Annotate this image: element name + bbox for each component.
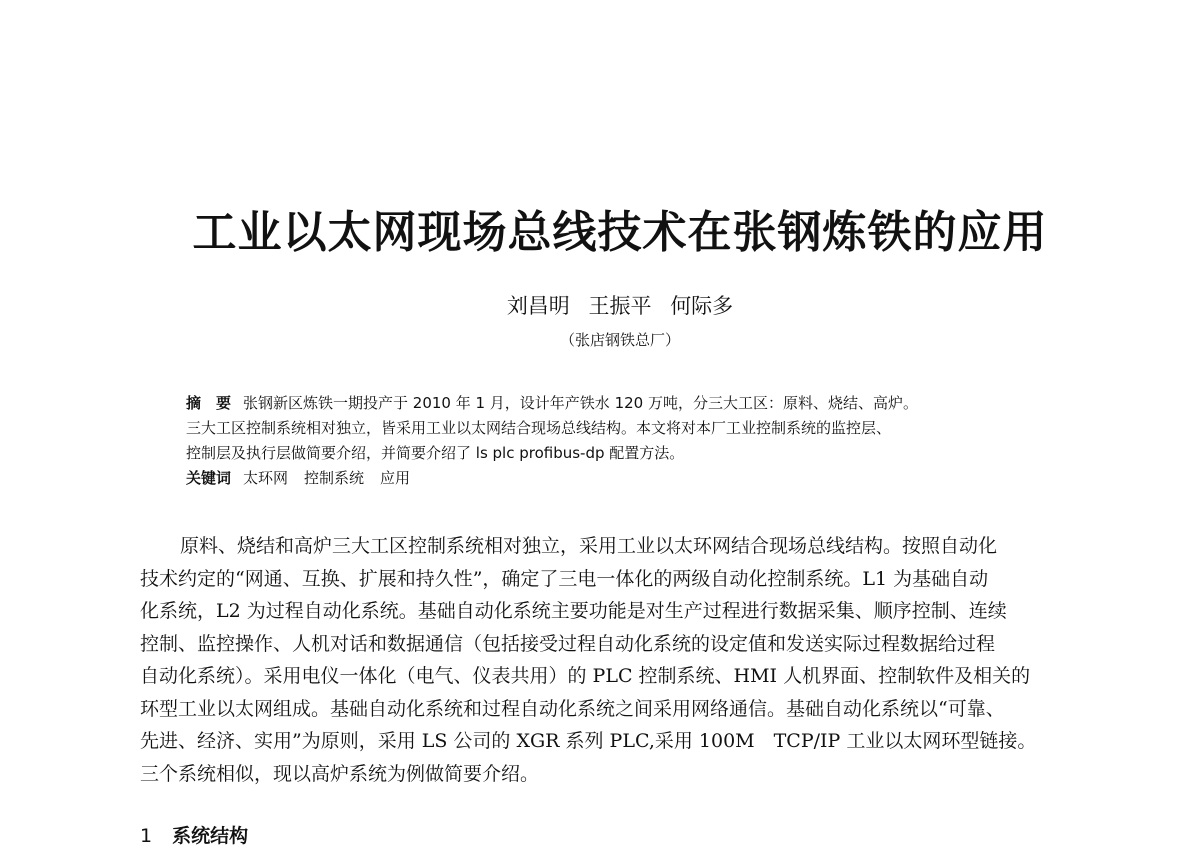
section-title: 系统结构 — [172, 825, 249, 847]
keyword: 应用 — [380, 469, 411, 487]
body-line: 先进、经济、实用”为原则，采用 LS 公司的 XGR 系列 PLC,采用 100M TCP/IP 工业以太网环型链接。 — [140, 730, 1037, 752]
abstract-line: 控制层及执行层做简要介绍，并简要介绍了 ls plc profibus-dp 配置方法。 — [186, 444, 685, 462]
keywords-line — [186, 466, 1066, 491]
body-line: 三个系统相似，现以高炉系统为例做简要介绍。 — [140, 762, 540, 785]
section-number: 1 — [140, 825, 153, 847]
author-name: 刘昌明 — [506, 294, 570, 318]
body-line: 自动化系统）。采用电仪一体化（电气、仪表共用）的 PLC 控制系统、HMI 人机界面、控制软件及相关的 — [140, 665, 1031, 687]
keyword: 太环网 — [243, 469, 289, 487]
author-name: 何际多 — [670, 294, 734, 318]
abstract-line — [186, 391, 1066, 416]
keywords-label: 关键词 — [186, 469, 232, 487]
body-line: 控制、监控操作、人机对话和数据通信（包括接受过程自动化系统的设定值和发送实际过程数据给过程 — [140, 632, 996, 655]
body-line: 环型工业以太网组成。基础自动化系统和过程自动化系统之间采用网络通信。基础自动化系统以“可靠、 — [140, 697, 1005, 720]
abstract-line: 三大工区控制系统相对独立，皆采用工业以太网结合现场总线结构。本文将对本厂工业控制系统的监控层、 — [186, 419, 892, 437]
author-list — [0, 290, 1200, 320]
affiliation: （张店钢铁总厂） — [559, 331, 680, 349]
abstract-text: 张钢新区炼铁一期投产于 2010 年 1 月，设计年产铁水 120 万吨，分三大工区：原料、烧结、高炉。 — [243, 394, 918, 412]
paper-title: 工业以太网现场总线技术在张钢炼铁的应用 — [192, 207, 1048, 258]
body-line: 原料、烧结和高炉三大工区控制系统相对独立，采用工业以太环网结合现场总线结构。按照自动化 — [180, 535, 998, 557]
body-line: 技术约定的“网通、互换、扩展和持久性”，确定了三电一体化的两级自动化控制系统。L1 为基础自动 — [140, 567, 989, 590]
body-line: 化系统，L2 为过程自动化系统。基础自动化系统主要功能是对生产过程进行数据采集、顺序控制、连续 — [140, 600, 1007, 622]
body-paragraph — [140, 530, 1100, 790]
section-heading — [140, 821, 248, 848]
author-name: 王振平 — [588, 294, 652, 318]
abstract-label: 摘 要 — [186, 394, 232, 412]
keyword: 控制系统 — [304, 469, 365, 487]
abstract-block — [186, 391, 1066, 491]
